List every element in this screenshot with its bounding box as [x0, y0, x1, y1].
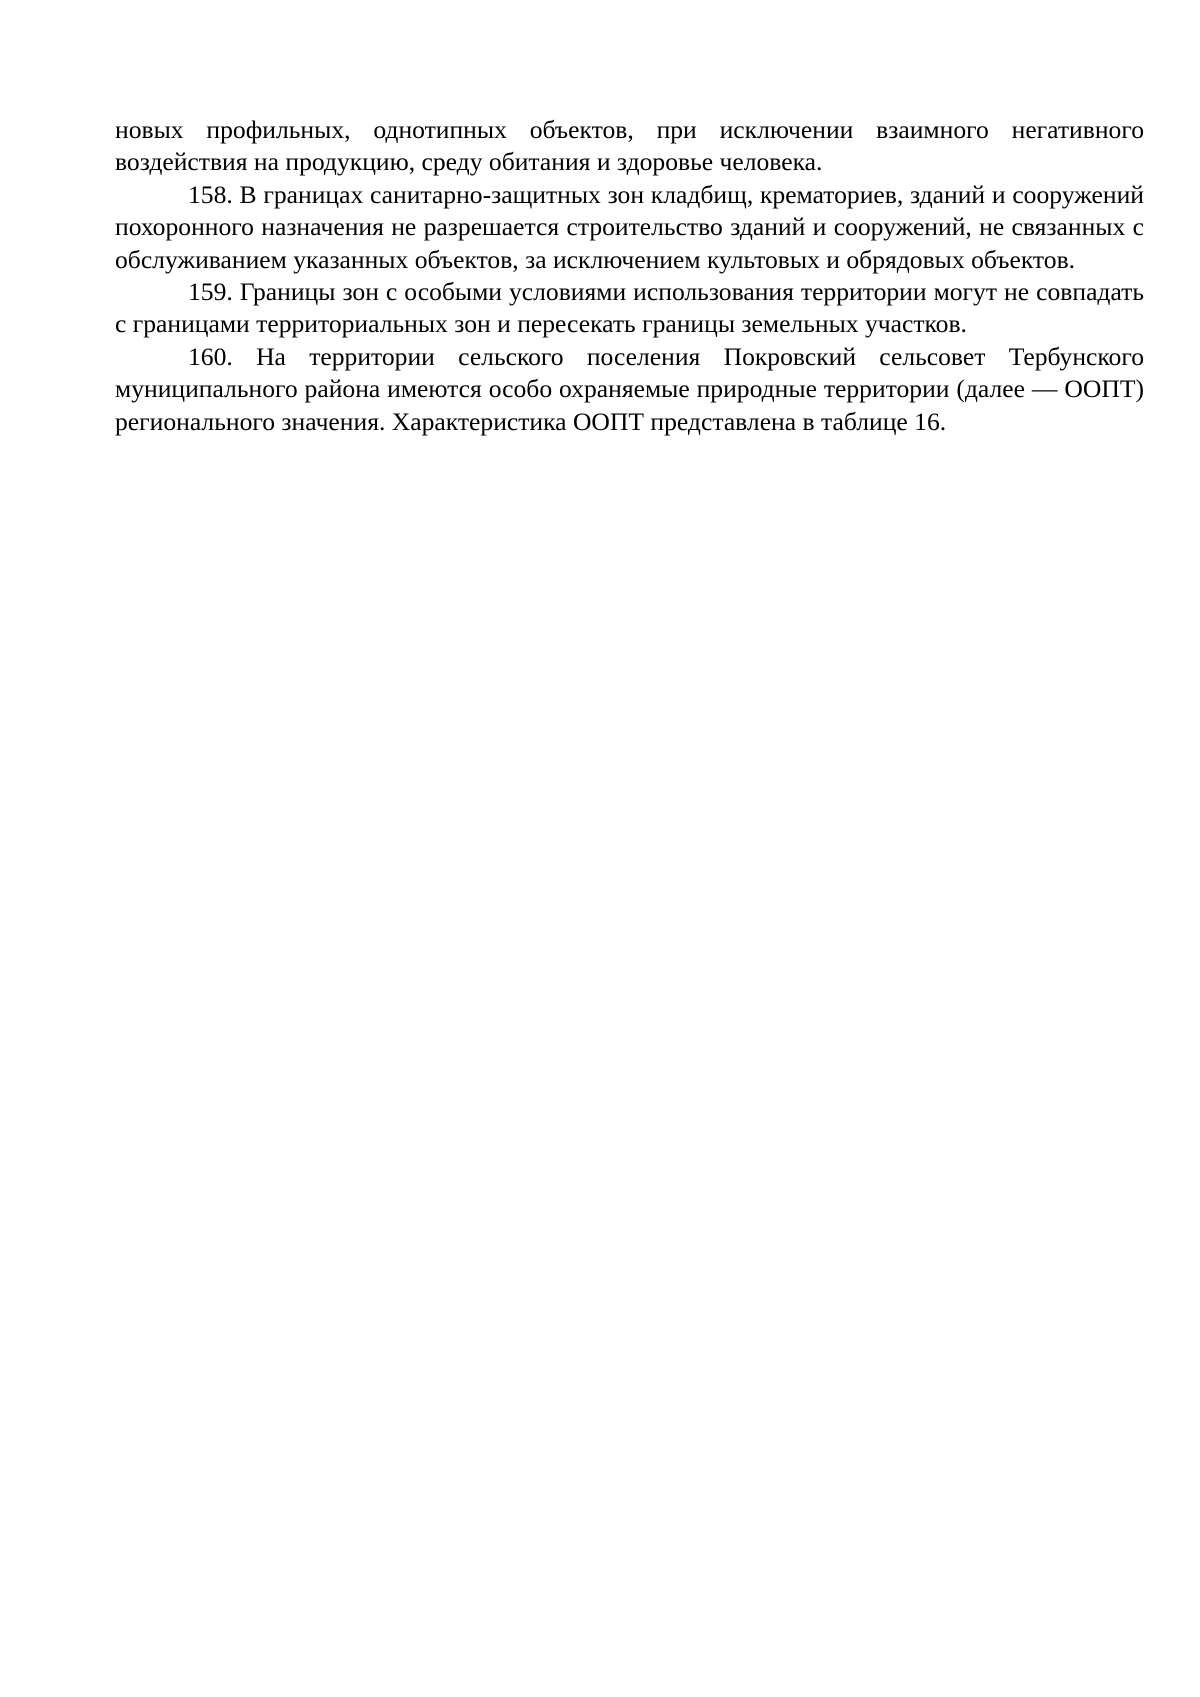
paragraph-158: 158. В границах санитарно-защитных зон кладбищ, крематориев, зданий и сооружений похоронного назначения не разрешается строительство зданий и сооружений, не связанных с обслуживанием указанных объектов, за исключением культовых и обрядовых объектов. [115, 179, 1144, 274]
paragraph-continuation: новых профильных, однотипных объектов, при исключении взаимного негативного воздействия на продукцию, среду обитания и здоровье человека. [115, 115, 1144, 177]
paragraph-160: 160. На территории сельского поселения Покровский сельсовет Тербунского муниципального района имеются особо охраняемые природные территории (далее — ООПТ) регионального значения. Характеристика ООПТ представлена в таблице 16. [115, 341, 1144, 436]
paragraph-159: 159. Границы зон с особыми условиями использования территории могут не совпадать с границами территориальных зон и пересекать границы земельных участков. [115, 277, 1144, 339]
document-body [115, 114, 1144, 438]
